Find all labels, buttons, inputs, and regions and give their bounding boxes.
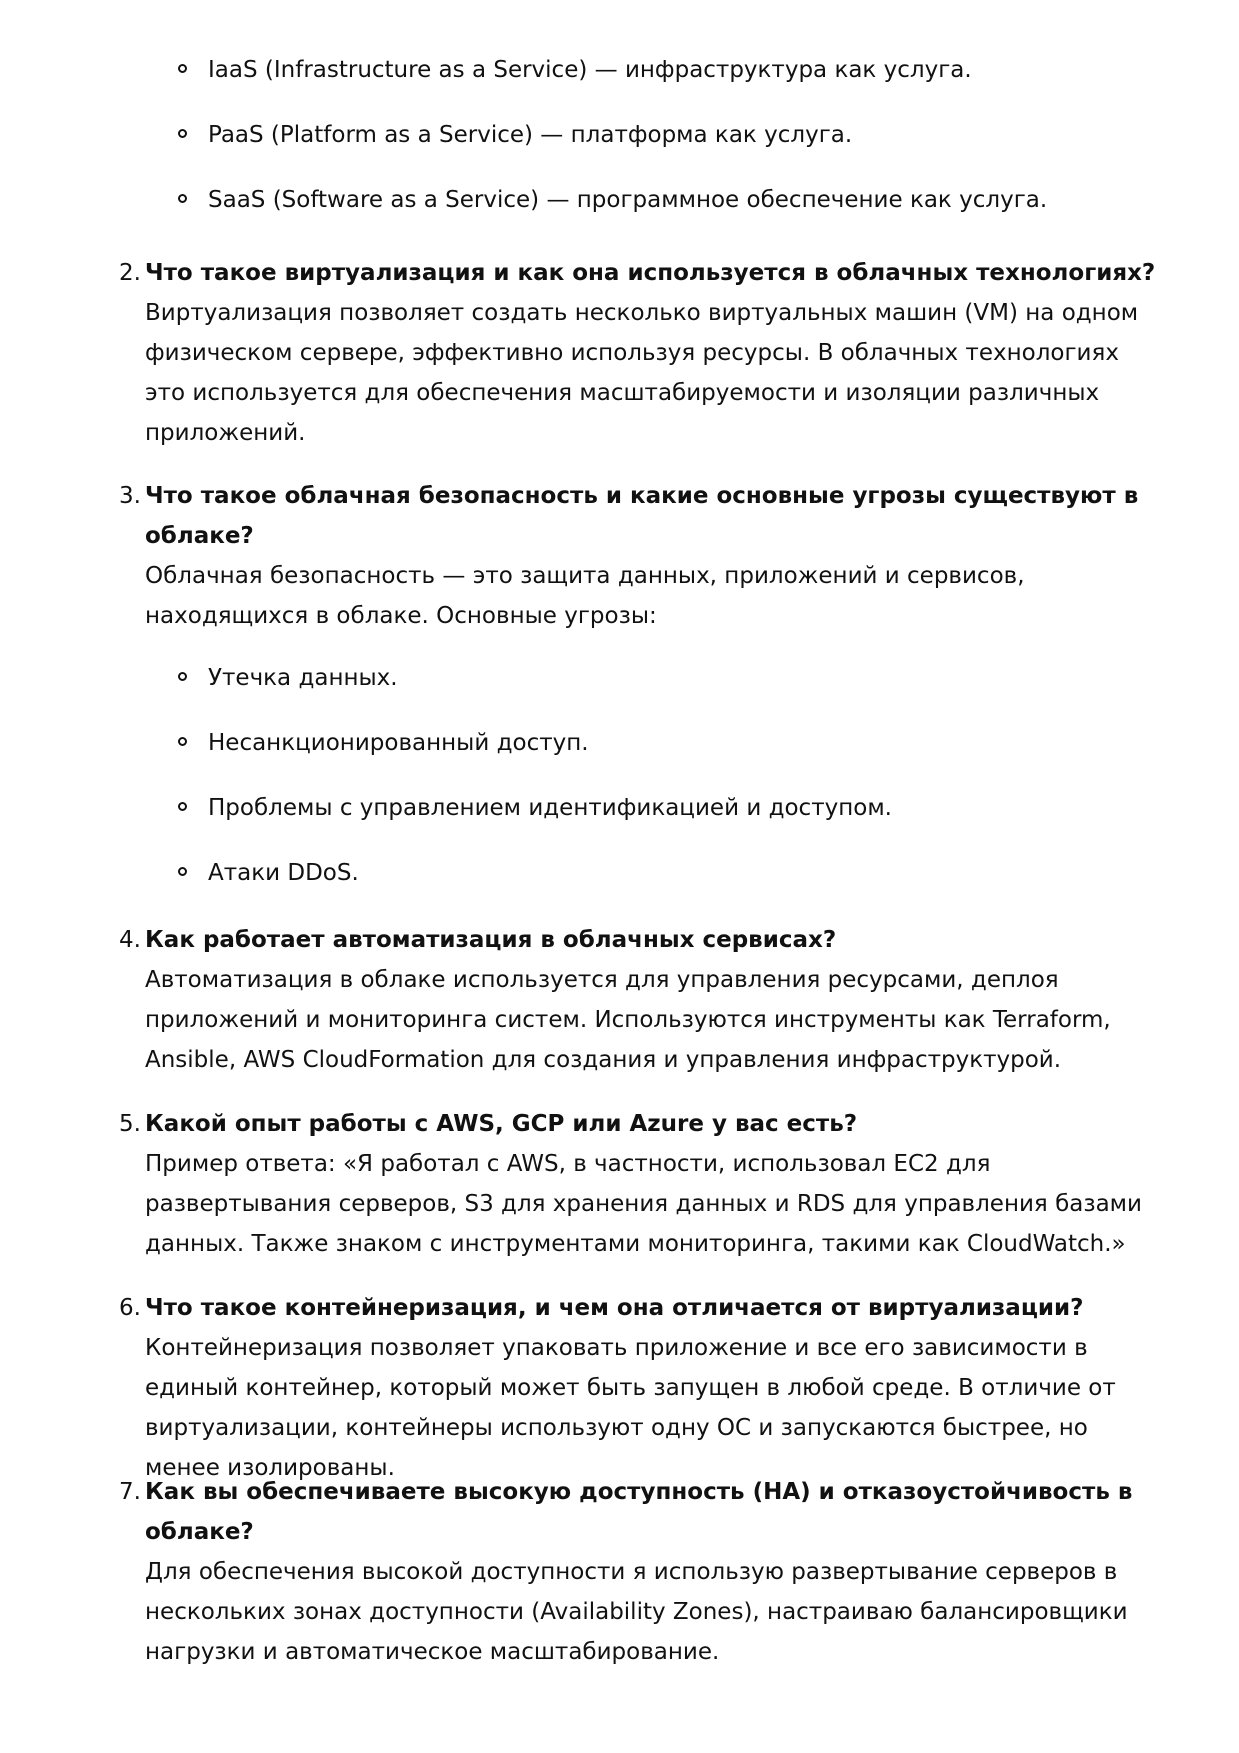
- cloud-service-models-list: [0, 50, 1239, 245]
- question-number: 2.: [119, 260, 141, 286]
- question-item-7: [0, 1472, 1239, 1672]
- list-item: [0, 853, 1159, 893]
- hollow-bullet-icon: [178, 672, 187, 681]
- list-item: [0, 180, 1239, 220]
- list-item: [0, 788, 1159, 828]
- hollow-bullet-icon: [178, 737, 187, 746]
- question-text: Что такое виртуализация и как она используется в облачных технологиях?: [145, 260, 1156, 286]
- hollow-bullet-icon: [178, 802, 187, 811]
- list-item: [0, 723, 1159, 763]
- hollow-bullet-icon: [178, 867, 187, 876]
- question-item-2: [0, 253, 1239, 453]
- list-item-text: Утечка данных.: [208, 665, 398, 691]
- list-item: [0, 115, 1239, 155]
- question-text: Какой опыт работы с AWS, GCP или Azure у вас есть?: [145, 1111, 858, 1137]
- list-item-text: Несанкционированный доступ.: [208, 730, 589, 756]
- list-item-text: PaaS (Platform as a Service) — платформа как услуга.: [208, 122, 853, 148]
- answer-text: Контейнеризация позволяет упаковать приложение и все его зависимости в единый контейнер, который может быть запущен в любой среде. В отличие от виртуализации, контейнеры используют одну ОС и запускаются быстрее, но менее изолированы.: [145, 1335, 1116, 1481]
- threats-list: [145, 658, 1159, 893]
- list-item-text: SaaS (Software as a Service) — программное обеспечение как услуга.: [208, 187, 1048, 213]
- question-item-5: [0, 1104, 1239, 1264]
- list-item-text: IaaS (Infrastructure as a Service) — инфраструктура как услуга.: [208, 57, 972, 83]
- answer-text: Пример ответа: «Я работал с AWS, в частности, использовал EC2 для развертывания серверов, S3 для хранения данных и RDS для управления базами данных. Также знаком с инструментами мониторинга, такими как CloudWatch.»: [145, 1151, 1142, 1257]
- list-item-text: Проблемы с управлением идентификацией и доступом.: [208, 795, 892, 821]
- hollow-bullet-icon: [178, 129, 187, 138]
- question-item-6: [0, 1288, 1239, 1488]
- question-number: 6.: [119, 1295, 141, 1321]
- hollow-bullet-icon: [178, 64, 187, 73]
- answer-text: Облачная безопасность — это защита данных, приложений и сервисов, находящихся в облаке. Основные угрозы:: [145, 563, 1025, 629]
- hollow-bullet-icon: [178, 194, 187, 203]
- question-number: 5.: [119, 1111, 141, 1137]
- question-text: Как вы обеспечиваете высокую доступность (HA) и отказоустойчивость в облаке?: [145, 1479, 1133, 1545]
- question-text: Что такое облачная безопасность и какие основные угрозы существуют в облаке?: [145, 483, 1139, 549]
- answer-text: Автоматизация в облаке используется для управления ресурсами, деплоя приложений и мониторинга систем. Используются инструменты как Terraform, Ansible, AWS CloudFormation для создания и управления инфраструктурой.: [145, 967, 1111, 1073]
- question-number: 3.: [119, 483, 141, 509]
- list-item-text: Атаки DDoS.: [208, 860, 359, 886]
- question-number: 7.: [119, 1479, 141, 1505]
- answer-text: Для обеспечения высокой доступности я использую развертывание серверов в нескольких зонах доступности (Availability Zones), настраиваю балансировщики нагрузки и автоматическое масштабирование.: [145, 1559, 1128, 1665]
- question-item-4: [0, 920, 1239, 1080]
- question-number: 4.: [119, 927, 141, 953]
- list-item: [0, 658, 1159, 698]
- question-text: Что такое контейнеризация, и чем она отличается от виртуализации?: [145, 1295, 1084, 1321]
- list-item: [0, 50, 1239, 90]
- question-text: Как работает автоматизация в облачных сервисах?: [145, 927, 837, 953]
- question-item-3: [0, 476, 1239, 918]
- answer-text: Виртуализация позволяет создать несколько виртуальных машин (VM) на одном физическом сервере, эффективно используя ресурсы. В облачных технологиях это используется для обеспечения масштабируемости и изоляции различных приложений.: [145, 300, 1139, 446]
